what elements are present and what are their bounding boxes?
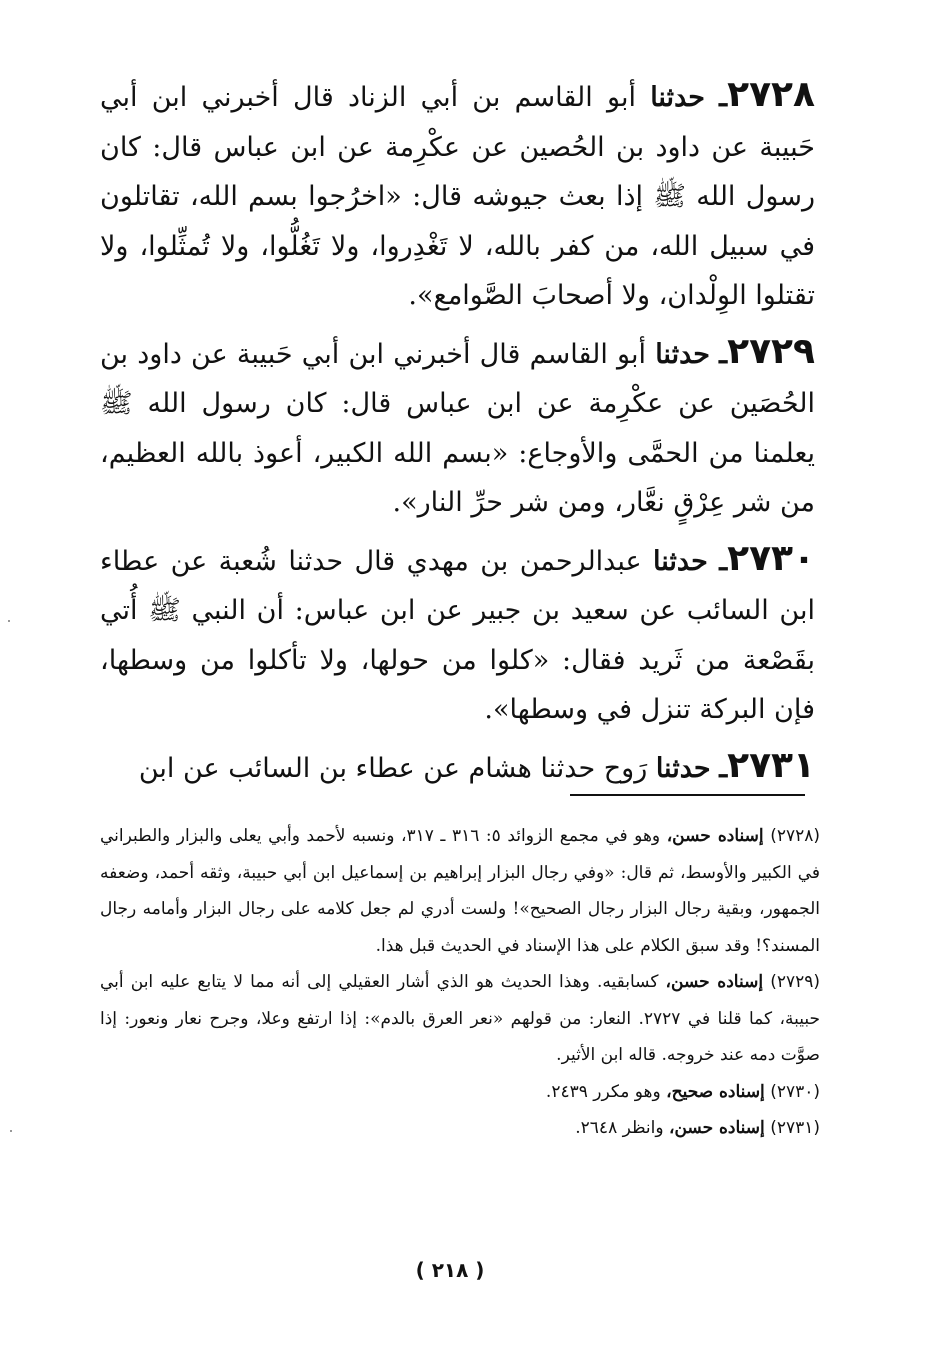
hadith-lead-word: حدثنا <box>653 545 708 577</box>
hadith-lead-word: حدثنا <box>655 752 711 784</box>
footnote-grading: إسناده حسن، <box>665 972 764 992</box>
footnote-number: (٢٧٢٩) <box>770 972 820 992</box>
footnote-grading: إسناده حسن، <box>666 826 764 846</box>
footnote-grading: إسناده صحيح، <box>666 1081 765 1102</box>
hadith-2729 <box>100 327 815 528</box>
footnote-separator-line <box>570 794 805 796</box>
footnote-2730 <box>100 1074 820 1111</box>
hadith-2730 <box>100 534 815 735</box>
hadith-number: ٢٧٢٩ <box>727 330 815 372</box>
hadith-dash: ـ <box>719 338 728 370</box>
footnote-number: (٢٧٢٨) <box>770 826 820 846</box>
hadith-dash: ـ <box>719 545 728 577</box>
footnote-2728 <box>100 818 820 964</box>
hadith-2731 <box>100 741 815 794</box>
hadith-lead-word: حدثنا <box>655 338 710 370</box>
hadith-body: أبو القاسم قال أخبرني ابن أبي حَبيبة عن داود بن الحُصَين عن عكْرِمة عن ابن عباس قال: كان رسول الله ﷺ يعلمنا من الحمَّى والأوجاع: «بسم الله الكبير، أعوذ بالله العظيم، من شر عِرْقٍ نعَّار، ومن شر حرِّ النار». <box>100 338 815 518</box>
footnote-2729 <box>100 964 820 1074</box>
footnote-2731 <box>100 1110 820 1147</box>
footnote-body: وهو في مجمع الزوائد ٥: ٣١٦ ـ ٣١٧، ونسبه لأحمد وأبي يعلى والبزار والطبراني في الكبير والأوسط، ثم قال: «وفي رجال البزار إبراهيم بن إسماعيل ابن أبي حبيبة، وثقه أحمد، وضعفه الجمهور، وبقية رجال البزار رجال الصحيح»! ولست أدري لم جعل كلامه على رجال البزار وأمامه رجال المسند؟! وقد سبق الكلام على هذا الإسناد في الحديث قبل هذا. <box>100 826 820 956</box>
footnote-number: (٢٧٣٠) <box>770 1081 820 1102</box>
footnote-grading: إسناده حسن، <box>669 1118 765 1138</box>
footnote-body: وانظر ٢٦٤٨. <box>575 1118 669 1138</box>
hadith-2728 <box>100 70 815 321</box>
hadith-dash: ـ <box>719 82 728 113</box>
hadith-number: ٢٧٢٨ <box>727 74 815 115</box>
page-number: ( ٢١٨ ) <box>415 1258 485 1282</box>
hadith-number: ٢٧٣٠ <box>727 537 815 579</box>
hadith-body: عبدالرحمن بن مهدي قال حدثنا شُعبة عن عطاء ابن السائب عن سعيد بن جبير عن ابن عباس: أن النبي ﷺ أُتي بقَصْعة من ثَريد فقال: «كلوا من حولها، ولا تأكلوا من وسطها، فإن البركة تنزل في وسطها». <box>100 545 815 725</box>
hadith-body: أبو القاسم بن أبي الزناد قال أخبرني ابن أبي حَبيبة عن داود بن الحُصين عن عكْرِمة عن ابن عباس قال: كان رسول الله ﷺ إذا بعث جيوشه قال: «اخرُجوا بسم الله، تقاتلون في سبيل الله، من كفر بالله، لا تَغْدِروا، ولا تَغُلُّوا، ولا تُمثِّلوا، ولا تقتلوا الوِلْدان، ولا أصحابَ الصَّوامع». <box>100 82 815 311</box>
scan-speck <box>8 620 10 622</box>
hadith-number: ٢٧٣١ <box>727 744 815 786</box>
hadith-dash: ـ <box>719 752 728 784</box>
footnote-number: (٢٧٣١) <box>770 1118 820 1138</box>
footnotes-block <box>100 818 820 1147</box>
footnote-body: وهو مكرر ٢٤٣٩. <box>545 1081 667 1102</box>
footnote-body: كسابقيه. وهذا الحديث هو الذي أشار العقيلي إلى أنه مما لا يتابع عليه ابن أبي حبيبة، كما قلنا في ٢٧٢٧. النعار: من قولهم «نعر العرق بالدم»: إذا ارتفع وعلا، وجرح نعار ونعور: إذا صوَّت دمه عند خروجه. قاله ابن الأثير. <box>100 972 821 1065</box>
hadith-body: رَوح حدثنا هشام عن عطاء بن السائب عن ابن <box>138 752 656 784</box>
scan-speck <box>10 1130 12 1132</box>
hadith-lead-word: حدثنا <box>650 82 705 113</box>
hadith-text-block <box>100 70 815 799</box>
